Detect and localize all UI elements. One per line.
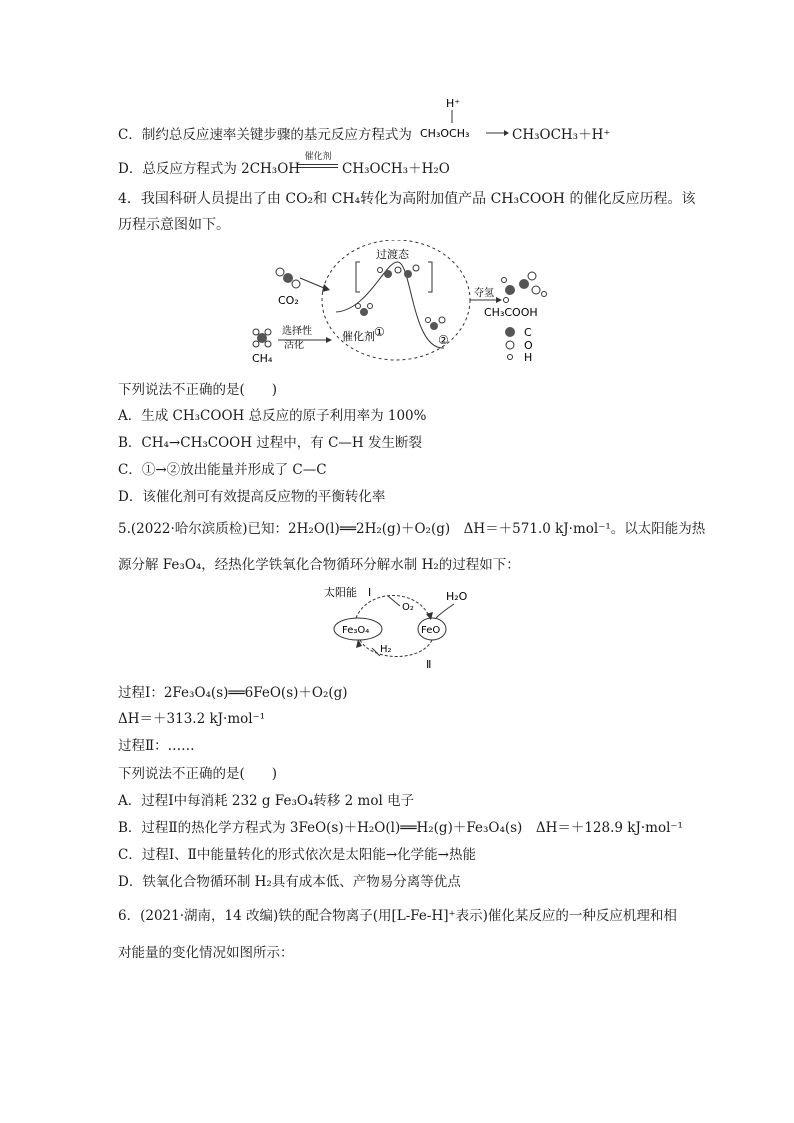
- q5-stem-line2: 源分解 Fe₃O₄，经热化学铁氧化合物循环分解水制 H₂的过程如下：: [118, 557, 520, 573]
- q5-process2: 过程Ⅱ：……: [118, 738, 195, 754]
- q3-double-line: [298, 164, 338, 168]
- co2-label: CO₂: [278, 294, 299, 307]
- fe3o4-label: Fe₃O₄: [342, 625, 370, 636]
- feo-label: FeO: [421, 625, 441, 636]
- o2-label: O₂: [402, 602, 414, 613]
- transition-label: 过渡态: [376, 248, 409, 261]
- legend-o-dot: [506, 341, 514, 349]
- h2o-label: H₂O: [446, 590, 468, 603]
- mark-1: ①: [374, 325, 385, 339]
- ch4-molecule: [253, 329, 271, 347]
- q5-option-d: D．铁氧化合物循环制 H₂具有成本低、产物易分离等优点: [118, 874, 461, 890]
- intermediate-2: [426, 317, 446, 330]
- co2-molecule: [276, 268, 300, 288]
- q5-process1-line1: 过程Ⅰ：2Fe₃O₄(s)══6FeO(s)＋O₂(g): [118, 685, 348, 701]
- ch4-label: CH₄: [252, 352, 273, 365]
- q3-option-d: [118, 160, 300, 178]
- step1-label: Ⅰ: [368, 586, 372, 599]
- q3-option-d-prefix: D．总反应方程式为 2CH₃OH: [118, 161, 301, 177]
- co2-arrow: [300, 278, 324, 288]
- q3-option-c-product-text: CH₃OCH₃＋H⁺: [512, 127, 611, 143]
- step2-label: Ⅱ: [426, 658, 432, 671]
- q5-ask: 下列说法不正确的是( ): [118, 766, 278, 782]
- q6-stem-line2: 对能量的变化情况如图所示：: [118, 945, 294, 961]
- legend-c-dot: [505, 327, 515, 337]
- h2o-arrow: [436, 604, 454, 618]
- h2-arrow: [372, 648, 380, 656]
- mark-2: ②: [438, 333, 449, 347]
- q3-catalyst-arrow: [298, 152, 338, 168]
- transition-bracket-left: [356, 262, 360, 292]
- product-label: CH₃COOH: [484, 306, 538, 319]
- transition-molecule: [378, 265, 420, 278]
- q4-option-a: A．生成 CH₃COOH 总反应的原子利用率为 100%: [118, 408, 427, 424]
- legend-h-dot: [508, 355, 513, 360]
- q5-option-a: A．过程Ⅰ中每消耗 232 g Fe₃O₄转移 2 mol 电子: [118, 793, 415, 809]
- q4-ask: 下列说法不正确的是( ): [118, 382, 278, 398]
- q3-arrow-head: [504, 130, 509, 136]
- q3-option-c: [118, 126, 412, 144]
- product-molecule: [502, 272, 547, 303]
- h2-label: H₂: [380, 644, 392, 655]
- q4-stem-line2: 历程示意图如下。: [118, 217, 230, 233]
- o2-arrow: [388, 596, 400, 606]
- catalyst-label: 催化剂: [342, 330, 375, 343]
- legend-c: C: [524, 326, 532, 339]
- q4-option-c: C．①→②放出能量并形成了 C—C: [118, 462, 327, 478]
- q5-process1-line2: ΔH＝＋313.2 kJ·mol⁻¹: [118, 711, 266, 727]
- ch4-arrow-head: [326, 337, 332, 343]
- legend-h: H: [524, 351, 533, 364]
- q5-cycle-diagram: [318, 582, 518, 672]
- q3-reactant-label: CH₃OCH₃: [420, 127, 470, 140]
- q5-option-b: B．过程Ⅱ的热化学方程式为 3FeO(s)＋H₂O(l)══H₂(g)＋Fe₃O₄(s) ΔH＝＋128.9 kJ·mol⁻¹: [118, 820, 683, 836]
- dehydro-arrow-head: [496, 297, 502, 303]
- q4-reaction-diagram: [248, 240, 568, 370]
- q5-option-c: C．过程Ⅰ、Ⅱ中能量转化的形式依次是太阳能→化学能→热能: [118, 847, 476, 863]
- selective-label: 选择性: [282, 326, 312, 337]
- intermediate-1: [356, 304, 373, 317]
- q3-option-c-product: [512, 126, 611, 144]
- q3-option-d-product-text: CH₃OCH₃＋H₂O: [342, 161, 450, 177]
- q4-option-b: B．CH₄→CH₃COOH 过程中，有 C—H 发生断裂: [118, 435, 422, 451]
- q5-stem-line1: 5.(2022·哈尔滨质检)已知：2H₂O(l)══2H₂(g)＋O₂(g) ΔH＝＋571.0 kJ·mol⁻¹。以太阳能为热: [118, 521, 706, 537]
- dehydro-label: 夺氢: [474, 288, 494, 299]
- transition-bracket-right: [428, 262, 432, 292]
- q3-option-d-product: [342, 160, 450, 178]
- q4-option-d: D．该催化剂可有效提高反应物的平衡转化率: [118, 489, 386, 505]
- q3-option-c-prefix: C．制约总反应速率关键步骤的基元反应方程式为: [118, 127, 412, 143]
- q6-stem-line1: 6．(2021·湖南，14 改编)铁的配合物离子(用[L-Fe-H]⁺表示)催化某反应的一种反应机理和相: [118, 908, 677, 924]
- q4-stem-line1: 4．我国科研人员提出了由 CO₂和 CH₄转化为高附加值产品 CH₃COOH 的催化反应历程。该: [118, 191, 696, 207]
- q3-hplus-label: H⁺: [446, 97, 461, 110]
- legend-o: O: [524, 339, 533, 352]
- activation-label: 活化: [284, 340, 304, 351]
- q3-catalyst-label: 催化剂: [304, 152, 332, 162]
- lower-arc: [360, 640, 432, 657]
- solar-label: 太阳能: [324, 586, 357, 599]
